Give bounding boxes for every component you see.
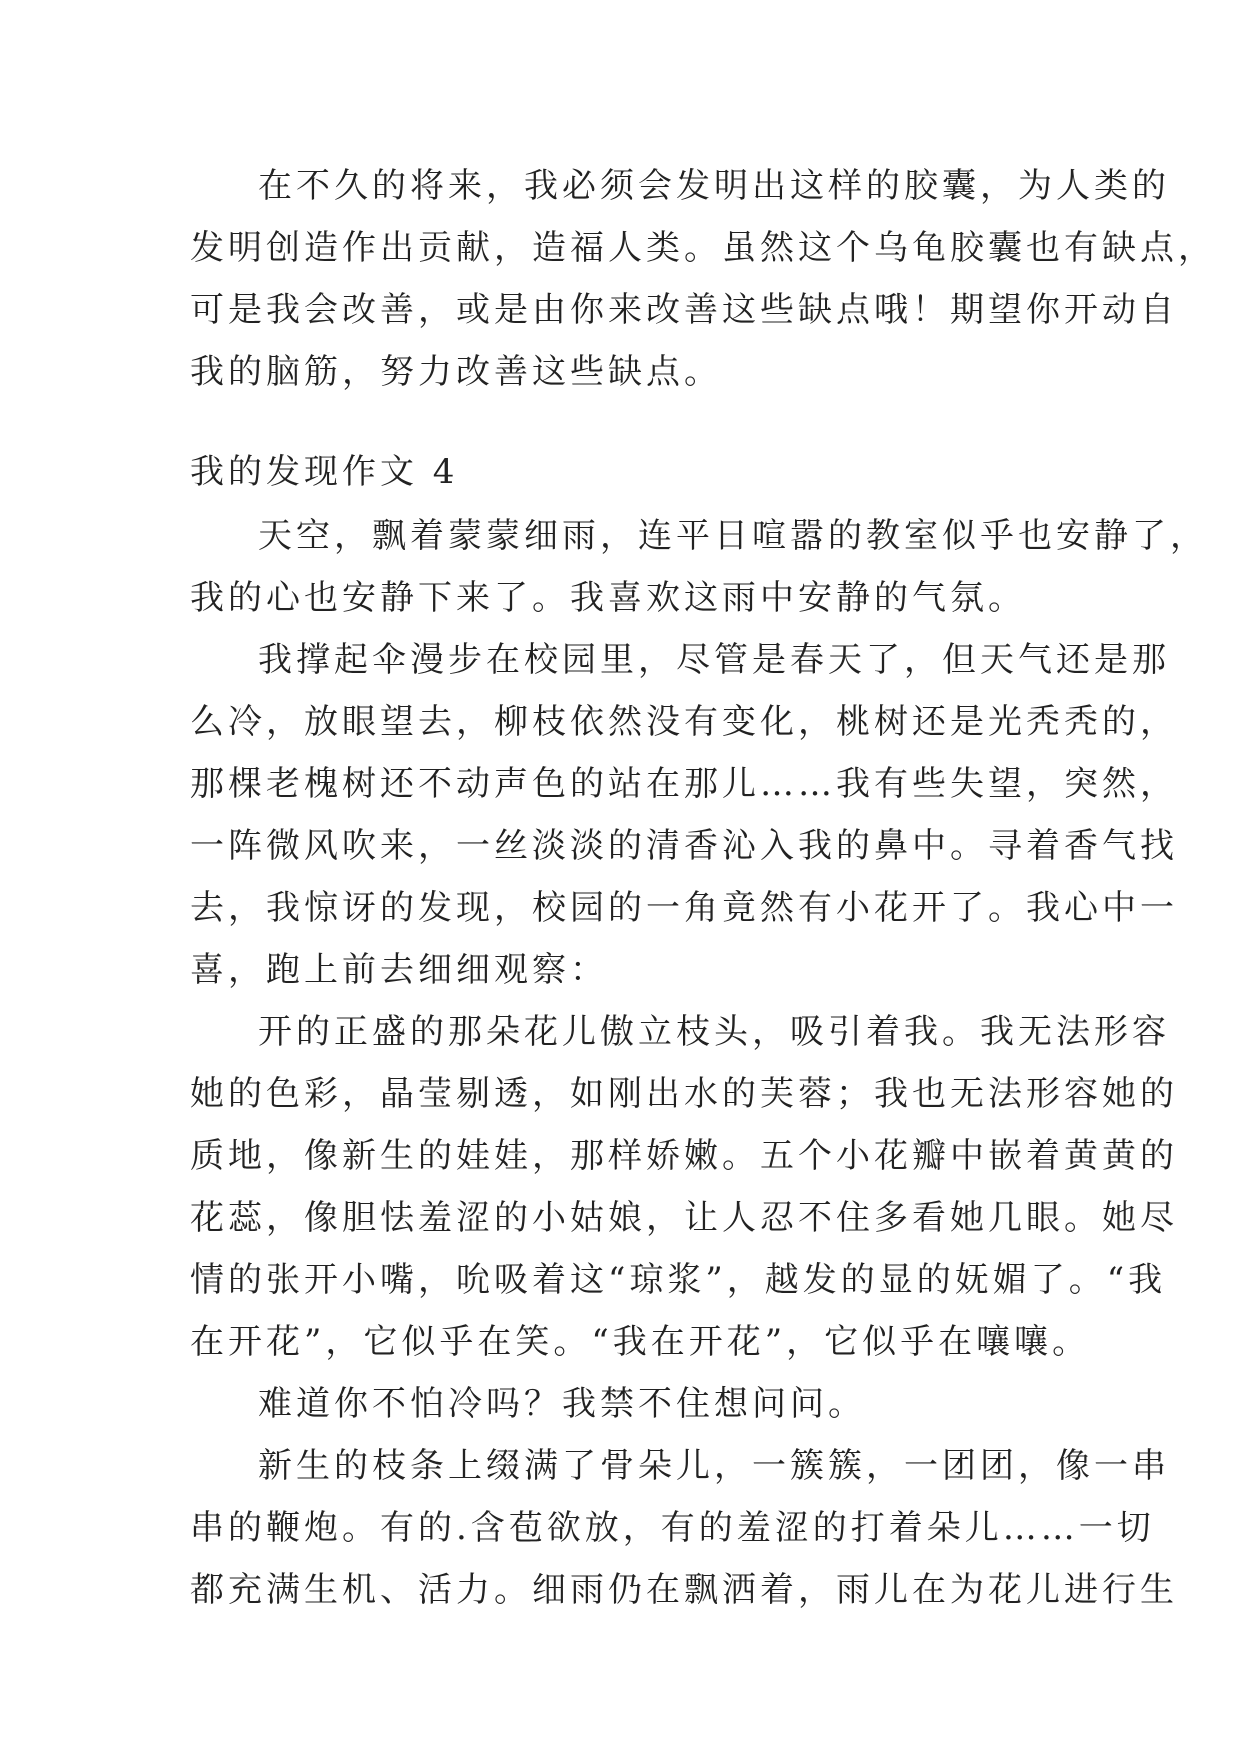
section-heading: [190, 441, 1062, 503]
text-line: 开的正盛的那朵花儿傲立枝头，吸引着我。我无法形容: [258, 1012, 1170, 1052]
text-line: 情的张开小嘴，吮吸着这“琼浆”，越发的显的妩媚了。“我: [190, 1260, 1167, 1300]
text-line: 天空，飘着蒙蒙细雨，连平日喧嚣的教室似乎也安静了，: [258, 516, 1208, 556]
text-line: 我的脑筋，努力改善这些缺点。: [190, 352, 722, 392]
text-line: 质地，像新生的娃娃，那样娇嫩。五个小花瓣中嵌着黄黄的: [190, 1136, 1178, 1176]
text-line: 在开花”，它似乎在笑。“我在开花”，它似乎在嚷嚷。: [190, 1322, 1091, 1362]
text-line: 串的鞭炮。有的.含苞欲放，有的羞涩的打着朵儿……一切: [190, 1508, 1155, 1548]
text-line: 我撑起伞漫步在校园里，尽管是春天了，但天气还是那: [258, 640, 1170, 680]
text-line: 那棵老槐树还不动声色的站在那儿……我有些失望，突然，: [190, 764, 1178, 804]
text-line: 发明创造作出贡献，造福人类。虽然这个乌龟胶囊也有缺点，: [190, 228, 1216, 268]
paragraph-block-top: [190, 155, 1216, 403]
text-line: 去，我惊讶的发现，校园的一角竟然有小花开了。我心中一: [190, 888, 1178, 928]
text-line: 在不久的将来，我必须会发明出这样的胶囊，为人类的: [258, 166, 1170, 206]
text-line: 花蕊，像胆怯羞涩的小姑娘，让人忍不住多看她几眼。她尽: [190, 1198, 1178, 1238]
text-line: 么冷，放眼望去，柳枝依然没有变化，桃树还是光秃秃的，: [190, 702, 1178, 742]
text-line: 一阵微风吹来，一丝淡淡的清香沁入我的鼻中。寻着香气找: [190, 826, 1178, 866]
text-line: 新生的枝条上缀满了骨朵儿，一簇簇，一团团，像一串: [258, 1446, 1170, 1486]
text-line: 喜，跑上前去细细观察：: [190, 950, 608, 990]
text-line: 都充满生机、活力。细雨仍在飘洒着，雨儿在为花儿进行生: [190, 1570, 1178, 1610]
text-line: 我的心也安静下来了。我喜欢这雨中安静的气氛。: [190, 578, 1026, 618]
text-line: 难道你不怕冷吗？我禁不住想问问。: [258, 1384, 866, 1424]
essay-body: [190, 505, 1208, 1621]
text-line: 可是我会改善，或是由你来改善这些缺点哦！期望你开动自: [190, 290, 1178, 330]
text-line: 她的色彩，晶莹剔透，如刚出水的芙蓉；我也无法形容她的: [190, 1074, 1178, 1114]
heading-text: 我的发现作文 4: [190, 452, 459, 492]
